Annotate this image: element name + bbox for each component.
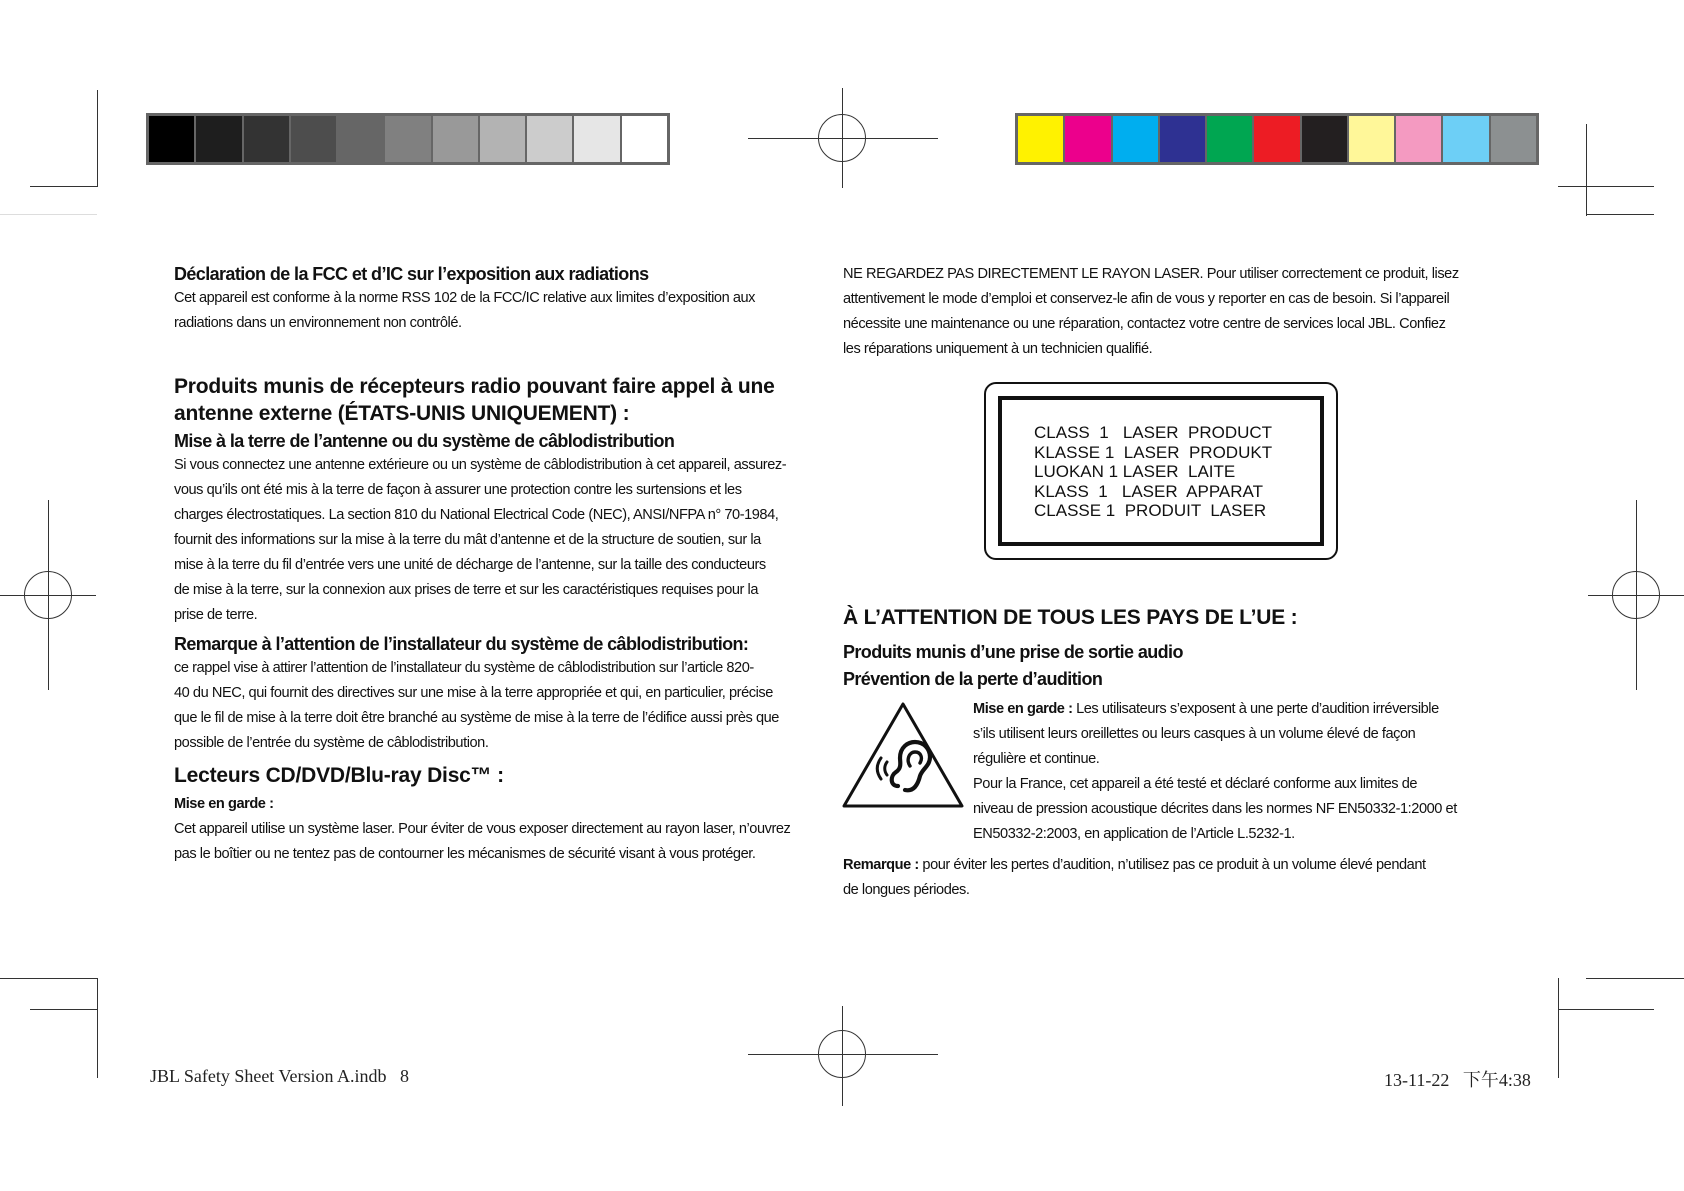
- eu-heading: À L’ATTENTION DE TOUS LES PAYS DE L’UE :: [843, 606, 1298, 629]
- hearing-warning-text: [973, 697, 1513, 847]
- color-swatch: [1254, 116, 1299, 162]
- crop-mark: [1586, 214, 1654, 215]
- remark-line: de longues périodes.: [843, 882, 970, 898]
- antenna-line: Si vous connectez une antenne extérieure ou un système de câblodistribution à cet appareil, assurez-: [174, 457, 787, 473]
- remark-line: [843, 853, 1503, 878]
- color-swatch: [433, 116, 478, 162]
- color-swatch: [149, 116, 194, 162]
- crop-mark: [97, 90, 98, 187]
- color-swatch: [527, 116, 572, 162]
- crop-mark: [1586, 124, 1587, 216]
- warning-line: Pour la France, cet appareil a été testé et déclaré conforme aux limites de: [973, 776, 1418, 792]
- grayscale-color-bar: [146, 113, 670, 165]
- cd-subheading: Mise en garde :: [174, 796, 274, 812]
- color-swatch: [1302, 116, 1347, 162]
- warning-line: niveau de pression acoustique décrites dans les normes NF EN50332-1:2000 et: [973, 801, 1457, 817]
- color-swatch: [1113, 116, 1158, 162]
- cd-line: pas le boîtier ou ne tentez pas de contourner les mécanismes de sécurité visant à vous protéger.: [174, 846, 756, 862]
- laser-label-text: [1034, 423, 1272, 521]
- warning-line-text: Les utilisateurs s’exposent à une perte d’audition irréversible: [1072, 701, 1439, 717]
- color-swatch: [1018, 116, 1063, 162]
- crop-mark: [30, 186, 97, 187]
- installer-line: ce rappel vise à attirer l’attention de l’installateur du système de câblodistribution sur l’article 820-: [174, 660, 754, 676]
- crop-mark: [0, 214, 97, 215]
- color-swatch: [1160, 116, 1205, 162]
- color-swatch: [1396, 116, 1441, 162]
- color-swatch: [1443, 116, 1488, 162]
- hearing-warning-icon: [840, 700, 966, 810]
- crop-mark: [97, 978, 98, 1078]
- crop-mark: [1558, 1009, 1654, 1010]
- antenna-subheading: Mise à la terre de l’antenne ou du système de câblodistribution: [174, 431, 675, 451]
- crop-mark: [1558, 978, 1559, 1078]
- fcc-line: radiations dans un environnement non contrôlé.: [174, 315, 462, 331]
- color-swatch: [622, 116, 667, 162]
- right-column-top: [843, 262, 1503, 362]
- registration-mark: [24, 571, 72, 619]
- laser-label-line: CLASSE 1 PRODUIT LASER: [1034, 501, 1267, 520]
- eu-subheading-hearing: Prévention de la perte d’audition: [843, 669, 1103, 689]
- remark-text: [843, 853, 1503, 903]
- laser-intro-line: attentivement le mode d’emploi et conservez-le afin de vous y reporter en cas de besoin. Si l’appareil: [843, 291, 1450, 307]
- installer-line: que le fil de mise à la terre doit être branché au système de mise à la terre de l’édifice aussi près que: [174, 710, 779, 726]
- color-swatch: [480, 116, 525, 162]
- antenna-line: mise à la terre du fil d’entrée vers une unité de décharge de l’antenne, sur la taille des conducteurs: [174, 557, 766, 573]
- right-column-eu: [843, 604, 1503, 691]
- left-column: [174, 262, 824, 867]
- eu-subheading-audio: Produits munis d’une prise de sortie audio: [843, 642, 1183, 662]
- process-color-bar: [1015, 113, 1539, 165]
- color-swatch: [244, 116, 289, 162]
- warning-label: Mise en garde :: [973, 701, 1073, 717]
- color-swatch: [1349, 116, 1394, 162]
- laser-label-line: KLASS 1 LASER APPARAT: [1034, 481, 1263, 501]
- registration-mark: [818, 114, 866, 162]
- footer-timestamp: 13-11-22 下午4:38: [1384, 1070, 1531, 1090]
- color-swatch: [338, 116, 383, 162]
- fcc-line: Cet appareil est conforme à la norme RSS 102 de la FCC/IC relative aux limites d’exposition aux: [174, 290, 756, 306]
- crop-mark: [1558, 186, 1654, 187]
- installer-heading: Remarque à l’attention de l’installateur du système de câblodistribution:: [174, 634, 749, 654]
- crop-mark: [0, 978, 97, 979]
- color-swatch: [1491, 116, 1536, 162]
- laser-intro-line: NE REGARDEZ PAS DIRECTEMENT LE RAYON LASER. Pour utiliser correctement ce produit, lisez: [843, 266, 1459, 282]
- cd-heading: Lecteurs CD/DVD/Blu-ray Disc™ :: [174, 764, 504, 787]
- antenna-line: charges électrostatiques. La section 810 du National Electrical Code (NEC), ANSI/NFPA n° 70-1984,: [174, 507, 779, 523]
- antenna-line: prise de terre.: [174, 607, 258, 623]
- warning-line: s’ils utilisent leurs oreillettes ou leurs casques à un volume élevé de façon: [973, 726, 1416, 742]
- laser-label-line: LUOKAN 1 LASER LAITE: [1034, 462, 1236, 481]
- remark-line-text: pour éviter les pertes d’audition, n’utilisez pas ce produit à un volume élevé pendant: [918, 857, 1426, 873]
- color-swatch: [1207, 116, 1252, 162]
- installer-line: 40 du NEC, qui fournit des directives sur une mise à la terre appropriée et qui, en particulier, précise: [174, 685, 773, 701]
- laser-label-line: CLASS 1 LASER PRODUCT: [1034, 423, 1273, 442]
- registration-mark: [818, 1030, 866, 1078]
- laser-class-label: [984, 382, 1338, 560]
- antenna-line: fournit des informations sur la mise à la terre du mât d’antenne et de la structure de soutien, sur la: [174, 532, 761, 548]
- antenna-heading: antenne externe (ÉTATS-UNIS UNIQUEMENT) :: [174, 402, 630, 425]
- footer-file-info: JBL Safety Sheet Version A.indb 8: [150, 1066, 409, 1086]
- warning-line: régulière et continue.: [973, 751, 1100, 767]
- registration-mark: [1612, 571, 1660, 619]
- antenna-line: vous qu’ils ont été mis à la terre de façon à assurer une protection contre les surtensions et les: [174, 482, 742, 498]
- color-swatch: [1065, 116, 1110, 162]
- color-swatch: [574, 116, 619, 162]
- crop-mark: [1586, 978, 1684, 979]
- laser-intro-line: nécessite une maintenance ou une réparation, contactez votre centre de services local JBL. Confiez: [843, 316, 1446, 332]
- crop-mark: [30, 1009, 97, 1010]
- antenna-heading: Produits munis de récepteurs radio pouvant faire appel à une: [174, 375, 775, 398]
- installer-line: possible de l’entrée du système de câblodistribution.: [174, 735, 489, 751]
- fcc-heading: Déclaration de la FCC et d’IC sur l’exposition aux radiations: [174, 264, 649, 284]
- remark-label: Remarque :: [843, 857, 919, 873]
- laser-intro-line: les réparations uniquement à un technicien qualifié.: [843, 341, 1153, 357]
- color-swatch: [385, 116, 430, 162]
- antenna-line: de mise à la terre, sur la connexion aux prises de terre et sur les caractéristiques requises pour la: [174, 582, 759, 598]
- color-swatch: [196, 116, 241, 162]
- warning-line: [973, 697, 1513, 722]
- color-swatch: [291, 116, 336, 162]
- cd-line: Cet appareil utilise un système laser. Pour éviter de vous exposer directement au rayon laser, n’ouvrez: [174, 821, 791, 837]
- laser-label-line: KLASSE 1 LASER PRODUKT: [1034, 442, 1273, 462]
- warning-line: EN50332-2:2003, en application de l’Article L.5232-1.: [973, 826, 1295, 842]
